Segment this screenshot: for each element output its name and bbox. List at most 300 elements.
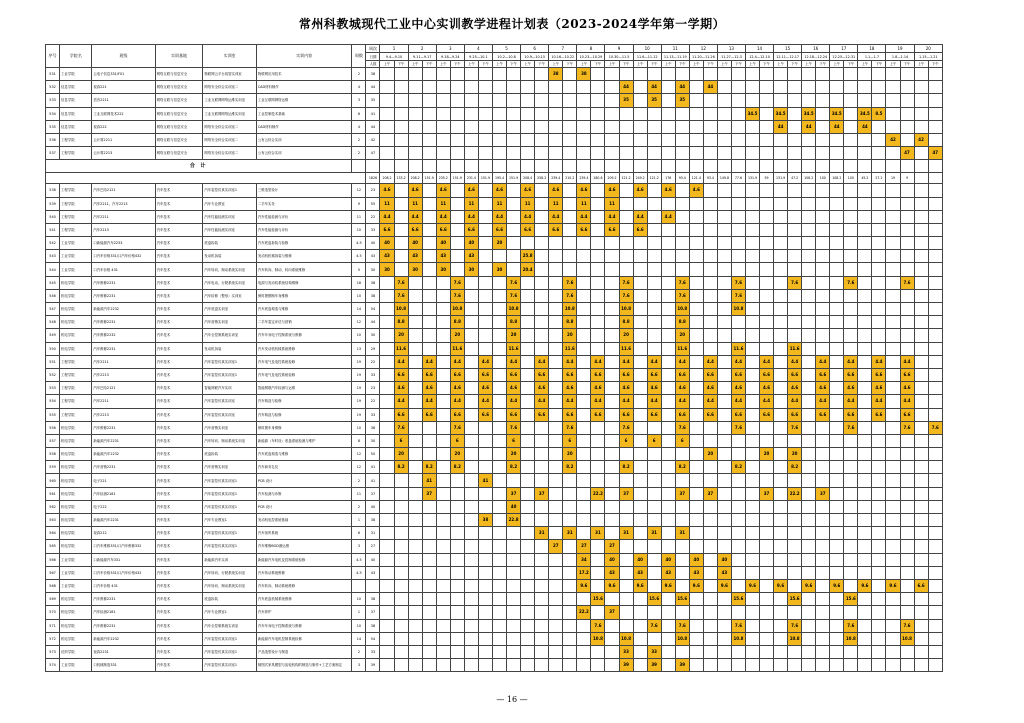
empty-slot (689, 421, 703, 434)
empty-slot (647, 448, 661, 461)
empty-slot (521, 355, 535, 368)
row-base: 汽车技术 (155, 184, 203, 197)
empty-slot (703, 514, 717, 527)
empty-slot (577, 237, 591, 250)
row-room: 汽车营销实训室 (203, 316, 256, 329)
empty-slot (760, 461, 774, 474)
scheduled-hours: 30 (380, 263, 394, 276)
scheduled-hours: 17.2 (577, 566, 591, 579)
scheduled-hours: 11.6 (731, 342, 745, 355)
empty-slot (816, 421, 830, 434)
empty-slot (900, 133, 914, 146)
empty-slot (661, 514, 675, 527)
empty-slot (745, 120, 759, 133)
week-date: 12.18—12.24 (802, 53, 830, 61)
scheduled-hours: 4.4 (647, 355, 661, 368)
row-class: 视真2231 (92, 645, 155, 658)
scheduled-hours: 8.2 (563, 461, 577, 474)
empty-slot (914, 408, 928, 421)
empty-slot (619, 514, 633, 527)
empty-slot (689, 593, 703, 606)
empty-slot (858, 566, 872, 579)
empty-slot (760, 250, 774, 263)
empty-slot (802, 342, 816, 355)
empty-slot (675, 448, 689, 461)
scheduled-hours: 31 (619, 527, 633, 540)
empty-slot (774, 303, 788, 316)
scheduled-hours: 42 (914, 133, 928, 146)
empty-slot (774, 434, 788, 447)
scheduled-hours: 31 (535, 527, 549, 540)
scheduled-hours: 4.4 (605, 210, 619, 223)
row-college: 工程学院 (60, 184, 92, 197)
empty-slot (788, 263, 802, 276)
empty-slot (605, 382, 619, 395)
table-row (46, 289, 943, 302)
sep-empty (844, 160, 858, 173)
row-id: 563 (46, 514, 60, 527)
row-people: 38 (366, 68, 380, 81)
sum-value: 151.9 (450, 173, 464, 184)
empty-slot (436, 368, 450, 381)
empty-slot (816, 619, 830, 632)
pm-header: 下午 (731, 61, 745, 68)
scheduled-hours: 7.6 (507, 421, 521, 434)
empty-slot (914, 553, 928, 566)
empty-slot (535, 68, 549, 81)
empty-slot (549, 421, 563, 434)
row-id: 573 (46, 645, 60, 658)
empty-slot (633, 593, 647, 606)
row-class: 汽车2211 (92, 355, 155, 368)
row-college: 工业学院 (60, 553, 92, 566)
empty-slot (394, 606, 408, 619)
empty-slot (900, 461, 914, 474)
row-id: 570 (46, 606, 60, 619)
scheduled-hours: 6.6 (816, 368, 830, 381)
empty-slot (788, 289, 802, 302)
empty-slot (478, 566, 492, 579)
empty-slot (689, 289, 703, 302)
scheduled-hours: 7.6 (675, 421, 689, 434)
empty-slot (647, 553, 661, 566)
row-content: 汽车底盘构造与维修 (256, 303, 352, 316)
row-base: 汽车技术 (155, 487, 203, 500)
empty-slot (464, 540, 478, 553)
row-college: 工业学院 (60, 566, 92, 579)
row-id: 560 (46, 474, 60, 487)
empty-slot (731, 329, 745, 342)
empty-slot (478, 329, 492, 342)
row-class: 新能源汽车2232 (92, 303, 155, 316)
empty-slot (507, 81, 521, 94)
row-people: 55 (366, 197, 380, 210)
empty-slot (633, 342, 647, 355)
empty-slot (535, 632, 549, 645)
scheduled-hours: 4.4 (563, 395, 577, 408)
row-college: 机电学院 (60, 448, 92, 461)
empty-slot (900, 566, 914, 579)
sep-empty (436, 160, 450, 173)
empty-slot (717, 184, 731, 197)
sep-empty (802, 160, 816, 173)
sep-empty (900, 160, 914, 173)
row-college: 工程学院 (60, 197, 92, 210)
empty-slot (450, 184, 464, 197)
scheduled-hours: 10.8 (619, 632, 633, 645)
empty-slot (802, 68, 816, 81)
empty-slot (914, 448, 928, 461)
empty-slot (788, 606, 802, 619)
empty-slot (478, 606, 492, 619)
empty-slot (577, 94, 591, 107)
empty-slot (717, 368, 731, 381)
empty-slot (605, 619, 619, 632)
empty-slot (689, 263, 703, 276)
scheduled-hours: 4.4 (844, 395, 858, 408)
empty-slot (900, 81, 914, 94)
empty-slot (928, 120, 942, 133)
empty-slot (900, 237, 914, 250)
scheduled-hours: 7.6 (619, 289, 633, 302)
empty-slot (830, 500, 844, 513)
empty-slot (394, 553, 408, 566)
empty-slot (914, 645, 928, 658)
row-weeks: 4.5 (352, 566, 366, 579)
empty-slot (802, 566, 816, 579)
empty-slot (661, 632, 675, 645)
empty-slot (549, 237, 563, 250)
row-base: 汽车技术 (155, 237, 203, 250)
empty-slot (886, 237, 900, 250)
empty-slot (450, 579, 464, 592)
empty-slot (703, 566, 717, 579)
sum-value: 121.2 (619, 173, 633, 184)
am-header: 上午 (633, 61, 647, 68)
empty-slot (535, 461, 549, 474)
scheduled-hours: 8.8 (507, 316, 521, 329)
scheduled-hours: 4.6 (760, 382, 774, 395)
empty-slot (422, 329, 436, 342)
empty-slot (872, 632, 886, 645)
row-weeks: 1 (352, 606, 366, 619)
empty-slot (802, 527, 816, 540)
empty-slot (408, 408, 422, 421)
scheduled-hours: 10.8 (675, 632, 689, 645)
empty-slot (647, 514, 661, 527)
row-id: 574 (46, 659, 60, 672)
empty-slot (591, 223, 605, 236)
sep-empty (507, 160, 521, 173)
empty-slot (760, 147, 774, 160)
empty-slot (858, 540, 872, 553)
row-class: 汽车检测2181 (92, 606, 155, 619)
row-room: 汽车专业教室 (203, 197, 256, 210)
empty-slot (886, 329, 900, 342)
empty-slot (647, 184, 661, 197)
empty-slot (731, 566, 745, 579)
row-id: 566 (46, 553, 60, 566)
empty-slot (886, 434, 900, 447)
scheduled-hours: 40 (464, 237, 478, 250)
row-class: 视真212 (92, 527, 155, 540)
empty-slot (886, 395, 900, 408)
empty-slot (745, 223, 759, 236)
empty-slot (521, 68, 535, 81)
empty-slot (689, 514, 703, 527)
scheduled-hours: 4.6 (788, 382, 802, 395)
row-weeks: 19 (352, 368, 366, 381)
empty-slot (928, 540, 942, 553)
scheduled-hours: 20 (450, 329, 464, 342)
row-base: 汽车技术 (155, 566, 203, 579)
empty-slot (760, 632, 774, 645)
empty-slot (703, 659, 717, 672)
empty-slot (492, 81, 506, 94)
row-id: 547 (46, 303, 60, 316)
empty-slot (830, 316, 844, 329)
empty-slot (872, 133, 886, 146)
sep-empty (591, 160, 605, 173)
sum-value: 151.9 (507, 173, 521, 184)
empty-slot (872, 514, 886, 527)
empty-slot (760, 237, 774, 250)
empty-slot (464, 316, 478, 329)
week-count-header: 周数 (352, 45, 366, 68)
scheduled-hours: 11 (380, 197, 394, 210)
scheduled-hours: 4.4 (464, 210, 478, 223)
empty-slot (521, 659, 535, 672)
empty-slot (464, 81, 478, 94)
empty-slot (928, 645, 942, 658)
empty-slot (408, 579, 422, 592)
scheduled-hours: 40 (633, 553, 647, 566)
row-base: 汽车技术 (155, 329, 203, 342)
pm-header: 下午 (422, 61, 436, 68)
empty-slot (408, 514, 422, 527)
empty-slot (914, 593, 928, 606)
empty-slot (521, 316, 535, 329)
scheduled-hours: 6.6 (731, 408, 745, 421)
scheduled-hours: 4.4 (408, 210, 422, 223)
scheduled-hours: 35 (619, 94, 633, 107)
empty-slot (886, 81, 900, 94)
empty-slot (492, 133, 506, 146)
row-id: 564 (46, 527, 60, 540)
row-id: 571 (46, 619, 60, 632)
scheduled-hours: 7.6 (647, 619, 661, 632)
empty-slot (675, 197, 689, 210)
empty-slot (380, 133, 394, 146)
scheduled-hours: 8.8 (563, 316, 577, 329)
empty-slot (535, 107, 549, 120)
empty-slot (717, 133, 731, 146)
row-weeks: 11 (352, 210, 366, 223)
empty-slot (633, 263, 647, 276)
empty-slot (647, 263, 661, 276)
empty-slot (605, 316, 619, 329)
week-number: 6 (521, 45, 549, 53)
week-number: 8 (577, 45, 605, 53)
empty-slot (745, 421, 759, 434)
row-people: 31 (366, 527, 380, 540)
empty-slot (858, 316, 872, 329)
scheduled-hours: 39 (619, 659, 633, 672)
row-weeks: 19 (352, 395, 366, 408)
empty-slot (689, 237, 703, 250)
scheduled-hours: 7.6 (394, 289, 408, 302)
empty-slot (830, 553, 844, 566)
table-row (46, 566, 943, 579)
empty-slot (774, 210, 788, 223)
scheduled-hours: 4.6 (436, 184, 450, 197)
empty-slot (507, 68, 521, 81)
empty-slot (745, 593, 759, 606)
empty-slot (717, 606, 731, 619)
scheduled-hours: 7.6 (619, 276, 633, 289)
row-base: 网络互联与信息安全 (155, 107, 203, 120)
table-row (46, 68, 943, 81)
row-room: 汽车鉴控仿真实训室1 (203, 368, 256, 381)
empty-slot (633, 474, 647, 487)
row-id: 559 (46, 461, 60, 474)
row-weeks: 11 (352, 487, 366, 500)
empty-slot (380, 329, 394, 342)
empty-slot (521, 395, 535, 408)
scheduled-hours: 6.6 (450, 368, 464, 381)
empty-slot (788, 250, 802, 263)
row-id: 535 (46, 120, 60, 133)
empty-slot (478, 540, 492, 553)
empty-slot (731, 659, 745, 672)
empty-slot (689, 329, 703, 342)
empty-slot (830, 223, 844, 236)
empty-slot (675, 474, 689, 487)
empty-slot (928, 276, 942, 289)
empty-slot (577, 368, 591, 381)
empty-slot (408, 593, 422, 606)
empty-slot (408, 316, 422, 329)
empty-slot (872, 329, 886, 342)
scheduled-hours: 22.2 (788, 487, 802, 500)
empty-slot (858, 223, 872, 236)
empty-slot (647, 421, 661, 434)
empty-slot (492, 474, 506, 487)
empty-slot (774, 289, 788, 302)
row-content: 产品造型设计与制造 (256, 645, 352, 658)
empty-slot (774, 659, 788, 672)
empty-slot (436, 540, 450, 553)
empty-slot (689, 619, 703, 632)
empty-slot (760, 566, 774, 579)
row-class: 汽车维修2231 (92, 316, 155, 329)
table-row (46, 434, 943, 447)
empty-slot (928, 514, 942, 527)
scheduled-hours: 30 (464, 263, 478, 276)
table-row (46, 659, 943, 672)
empty-slot (535, 223, 549, 236)
row-class: 汽车维修2231 (92, 619, 155, 632)
row-college: 机电学院 (60, 316, 92, 329)
empty-slot (647, 223, 661, 236)
empty-slot (436, 303, 450, 316)
empty-slot (408, 448, 422, 461)
empty-slot (563, 210, 577, 223)
empty-slot (717, 237, 731, 250)
row-id: 533 (46, 94, 60, 107)
empty-slot (760, 329, 774, 342)
empty-slot (408, 329, 422, 342)
row-room: 底盘拆装 (203, 237, 256, 250)
empty-slot (422, 250, 436, 263)
empty-slot (914, 514, 928, 527)
empty-slot (745, 263, 759, 276)
scheduled-hours: 7.6 (507, 289, 521, 302)
row-weeks: 4 (352, 120, 366, 133)
row-base: 汽车技术 (155, 342, 203, 355)
row-content: 汽车商务礼仪 (256, 461, 352, 474)
empty-slot (802, 289, 816, 302)
empty-slot (633, 659, 647, 672)
empty-slot (816, 553, 830, 566)
empty-slot (619, 579, 633, 592)
empty-slot (661, 329, 675, 342)
empty-slot (717, 355, 731, 368)
scheduled-hours: 8.2 (731, 461, 745, 474)
empty-slot (830, 659, 844, 672)
empty-slot (478, 133, 492, 146)
empty-slot (450, 147, 464, 160)
row-id: 565 (46, 540, 60, 553)
empty-slot (535, 303, 549, 316)
row-base: 网络互联与信息安全 (155, 147, 203, 160)
empty-slot (591, 342, 605, 355)
empty-slot (802, 487, 816, 500)
empty-slot (422, 632, 436, 645)
empty-slot (422, 276, 436, 289)
row-content: CAD材料制作 (256, 120, 352, 133)
empty-slot (464, 514, 478, 527)
empty-slot (521, 553, 535, 566)
scheduled-hours: 4.6 (661, 184, 675, 197)
empty-slot (928, 527, 942, 540)
empty-slot (633, 250, 647, 263)
row-class: 口新能源汽车331 (92, 553, 155, 566)
empty-slot (577, 645, 591, 658)
empty-slot (661, 303, 675, 316)
row-people: 33 (366, 223, 380, 236)
empty-slot (535, 81, 549, 94)
empty-slot (675, 514, 689, 527)
empty-slot (703, 329, 717, 342)
empty-slot (717, 421, 731, 434)
empty-slot (689, 223, 703, 236)
empty-slot (591, 250, 605, 263)
row-room: 发动机拆装 (203, 342, 256, 355)
empty-slot (591, 94, 605, 107)
scheduled-hours: 4.6 (731, 382, 745, 395)
empty-slot (408, 606, 422, 619)
scheduled-hours: 4.6 (422, 382, 436, 395)
scheduled-hours: 6.6 (394, 408, 408, 421)
row-content: 汽车发动机机械系统维修 (256, 342, 352, 355)
row-room: 汽车专业教室1 (203, 514, 256, 527)
scheduled-hours: 27 (577, 540, 591, 553)
row-people: 44 (366, 81, 380, 94)
empty-slot (914, 619, 928, 632)
empty-slot (450, 514, 464, 527)
am-header: 上午 (521, 61, 535, 68)
